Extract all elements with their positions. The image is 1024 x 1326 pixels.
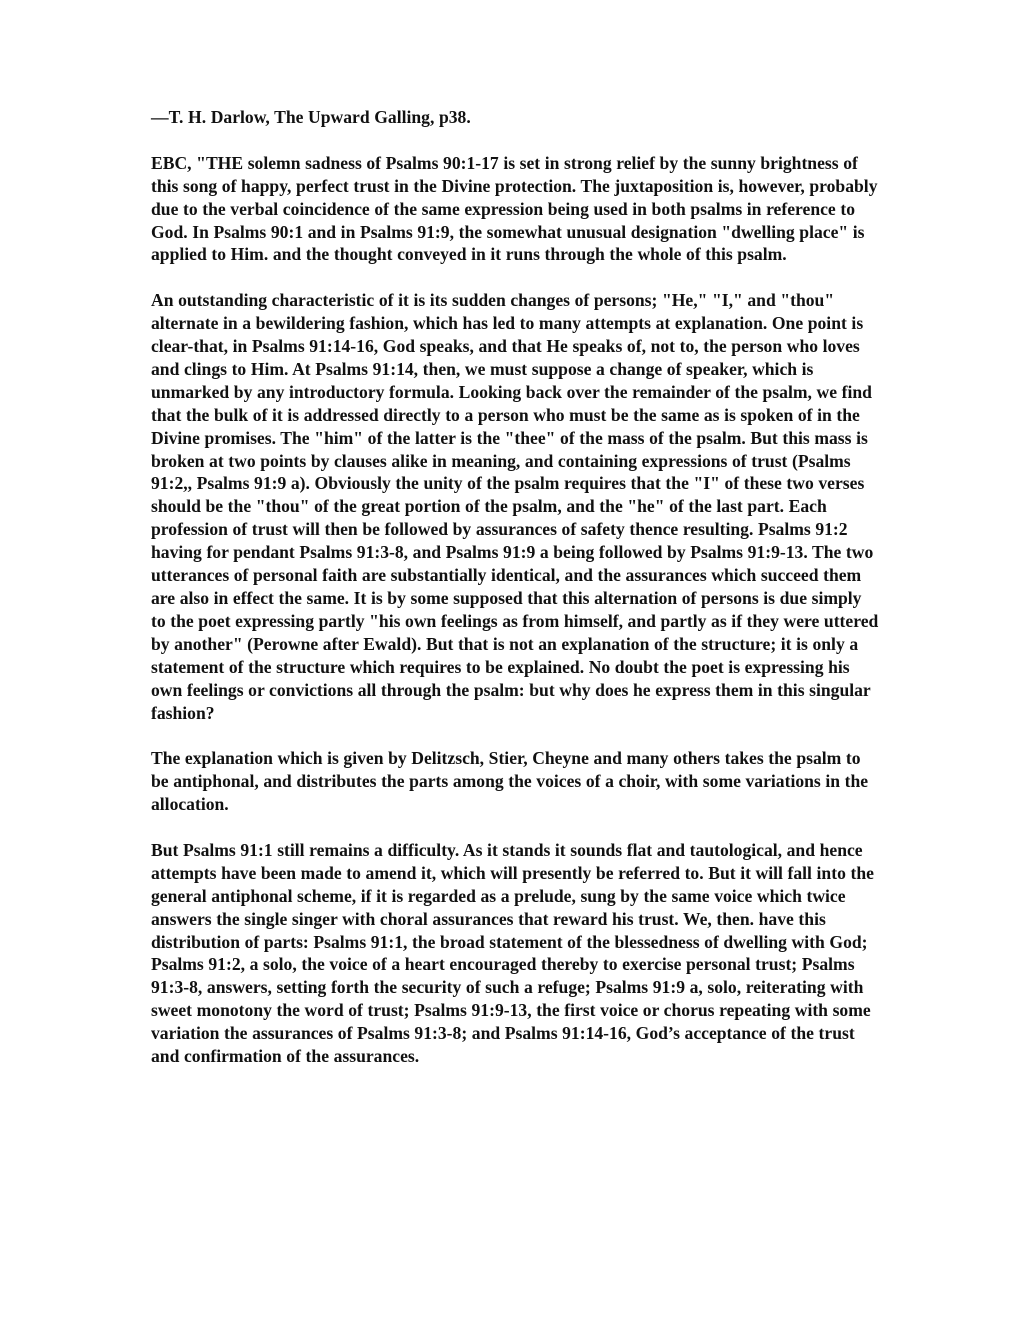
document-page: [151, 106, 879, 1091]
paragraph-ebc-intro: EBC, "THE solemn sadness of Psalms 90:1-17 is set in strong relief by the sunny brightness of this song of happy, perfect trust in the Divine protection. The juxtaposition is, however, probably due to the verbal coincidence of the same expression being used in both psalms in reference to God. In Psalms 90:1 and in Psalms 91:9, the somewhat unusual designation "dwelling place" is applied to Him. and the thought conveyed in it runs through the whole of this psalm.: [151, 152, 878, 265]
paragraph-distribution: But Psalms 91:1 still remains a difficulty. As it stands it sounds flat and tautological, and hence attempts have been made to amend it, which will presently be referred to. But it will fall into the general antiphonal scheme, if it is regarded as a prelude, sung by the same voice which twice answers the single singer with choral assurances that reward his trust. We, then. have this distribution of parts: Psalms 91:1, the broad statement of the blessedness of dwelling with God; Psalms 91:2, a solo, the voice of a heart encouraged thereby to exercise personal trust; Psalms 91:3-8, answers, setting forth the security of such a refuge; Psalms 91:9 a, solo, reiterating with sweet monotony the word of trust; Psalms 91:9-13, the first voice or chorus repeating with some variation the assurances of Psalms 91:3-8; and Psalms 91:14-16, God’s acceptance of the trust and confirmation of the assurances.: [151, 839, 874, 1067]
attribution-line: —T. H. Darlow, The Upward Galling, p38.: [151, 107, 471, 127]
paragraph-antiphonal: The explanation which is given by Delitzsch, Stier, Cheyne and many others takes the psalm to be antiphonal, and distributes the parts among the voices of a choir, with some variations in the allocation.: [151, 748, 869, 815]
paragraph-persons: An outstanding characteristic of it is its sudden changes of persons; "He," "I," and "thou" alternate in a bewildering fashion, which has led to many attempts at explanation. One point is clear-that, in Psalms 91:14-16, God speaks, and that He speaks of, not to, the person who loves and clings to Him. At Psalms 91:14, then, we must suppose a change of speaker, which is unmarked by any introductory formula. Looking back over the remainder of the psalm, we find that the bulk of it is addressed directly to a person who must be the same as is spoken of in the Divine promises. The "him" of the latter is the "thee" of the mass of the psalm. But this mass is broken at two points by clauses alike in meaning, and containing expressions of trust (Psalms 91:2,, Psalms 91:9 a). Obviously the unity of the psalm requires that the "I" of these two verses should be the "thou" of the great portion of the psalm, and the "he" of the last part. Each profession of trust will then be followed by assurances of safety thence resulting. Psalms 91:2 having for pendant Psalms 91:3-8, and Psalms 91:9 a being followed by Psalms 91:9-13. The two utterances of personal faith are substantially identical, and the assurances which succeed them are also in effect the same. It is by some supposed that this alternation of persons is due simply to the poet expressing partly "his own feelings as from himself, and partly as if they were uttered by another" (Perowne after Ewald). But that is not an explanation of the structure; it is only a statement of the structure which requires to be explained. No doubt the poet is expressing his own feelings or convictions all through the psalm: but why does he express them in this singular fashion?: [151, 290, 879, 723]
